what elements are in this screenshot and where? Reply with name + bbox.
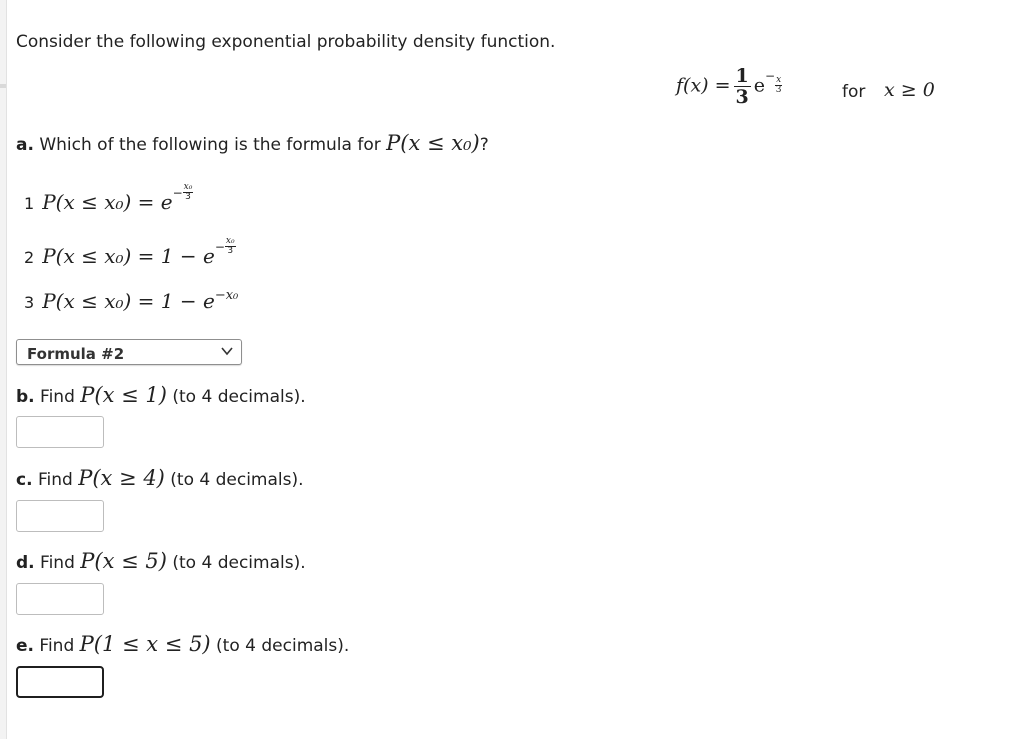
- option-3-exponent: −x₀: [214, 288, 239, 303]
- answer-c-input[interactable]: [16, 500, 104, 532]
- answer-e-input[interactable]: [16, 666, 104, 698]
- option-1-exponent: [172, 182, 194, 202]
- part-b-question: [16, 383, 306, 407]
- part-b-find: Find: [40, 387, 75, 407]
- part-c-find: Find: [37, 470, 73, 490]
- chevron-down-icon: [219, 343, 235, 359]
- part-c-letter: c.: [16, 470, 33, 490]
- option-1-exp-fraction: [183, 183, 194, 202]
- part-e-note: (to 4 decimals).: [216, 636, 350, 656]
- pdf-coef-denominator: 3: [735, 86, 749, 108]
- part-a-math: P(x ≤ x₀): [386, 131, 480, 155]
- part-b-letter: b.: [16, 387, 35, 407]
- left-panel-notch: [0, 84, 6, 88]
- pdf-exp-numerator: x: [776, 75, 782, 85]
- part-e-find: Find: [39, 636, 75, 656]
- option-2-exp-sign: −: [214, 240, 225, 254]
- pdf-exponent: [765, 68, 782, 95]
- formula-option-3: [24, 289, 238, 313]
- part-e-letter: e.: [16, 636, 34, 656]
- part-d-math: P(x ≤ 5): [80, 549, 167, 573]
- answer-d-input[interactable]: [16, 583, 104, 615]
- option-2-exp-fraction: [225, 237, 236, 256]
- option-2-formula: P(x ≤ x₀) = 1 − e: [42, 244, 215, 268]
- pdf-condition: x ≥ 0: [884, 79, 935, 101]
- option-2-exp-numerator: x₀: [225, 236, 235, 246]
- part-d-note: (to 4 decimals).: [172, 553, 306, 573]
- part-c-math: P(x ≥ 4): [78, 466, 165, 490]
- pdf-base: e: [753, 74, 766, 97]
- part-c-question: [16, 466, 304, 490]
- option-1-formula: P(x ≤ x₀) = e: [42, 190, 173, 214]
- part-c-note: (to 4 decimals).: [170, 470, 304, 490]
- intro-text: Consider the following exponential probability density function.: [16, 32, 556, 52]
- pdf-lhs: f(x) =: [676, 74, 731, 97]
- option-1-number: 1: [24, 194, 35, 213]
- formula-option-1: [24, 182, 193, 214]
- part-b-math: P(x ≤ 1): [80, 383, 167, 407]
- pdf-exp-fraction: [775, 76, 782, 95]
- part-d-letter: d.: [16, 553, 35, 573]
- option-2-number: 2: [24, 248, 35, 267]
- left-panel-edge: [0, 0, 7, 739]
- formula-select-value: Formula #2: [27, 345, 125, 363]
- pdf-for-label: for: [842, 82, 866, 102]
- pdf-exp-denominator: 3: [775, 85, 782, 95]
- part-a-question: [16, 131, 489, 155]
- answer-b-input[interactable]: [16, 416, 104, 448]
- pdf-coefficient: [734, 66, 751, 107]
- part-a-letter: a.: [16, 135, 34, 155]
- option-1-exp-sign: −: [172, 186, 183, 200]
- option-1-exp-denominator: 3: [185, 192, 191, 202]
- option-2-exponent: [214, 236, 236, 256]
- formula-option-2: [24, 236, 236, 268]
- part-a-text: Which of the following is the formula for: [39, 135, 381, 155]
- part-e-math: P(1 ≤ x ≤ 5): [79, 632, 211, 656]
- pdf-formula: [676, 66, 782, 107]
- pdf-coef-numerator: 1: [735, 65, 749, 87]
- pdf-exp-sign: −: [765, 68, 776, 83]
- option-2-exp-denominator: 3: [227, 246, 234, 256]
- part-d-question: [16, 549, 306, 573]
- option-3-formula: P(x ≤ x₀) = 1 − e: [42, 289, 215, 313]
- part-a-end: ?: [479, 135, 489, 155]
- part-d-find: Find: [40, 553, 75, 573]
- formula-select[interactable]: [16, 339, 242, 365]
- part-e-question: [16, 632, 349, 656]
- option-3-number: 3: [24, 293, 35, 312]
- option-1-exp-numerator: x₀: [183, 182, 193, 192]
- part-b-note: (to 4 decimals).: [172, 387, 306, 407]
